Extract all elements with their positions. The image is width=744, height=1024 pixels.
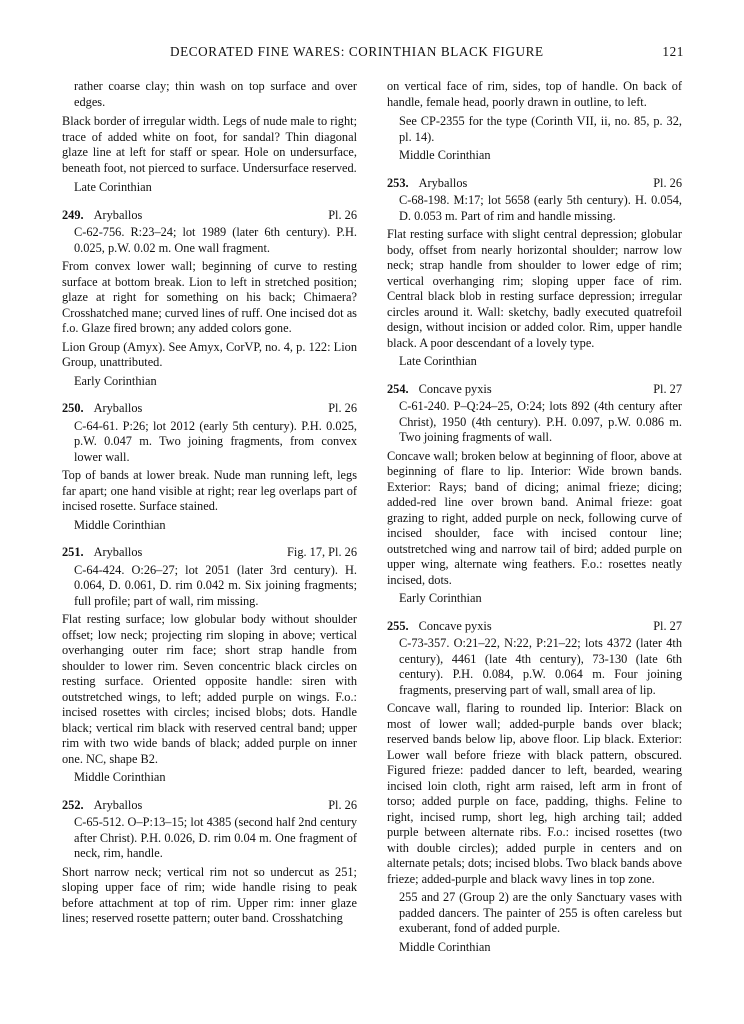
entry-249-date: Early Corinthian <box>74 373 157 388</box>
entry-name: Aryballos <box>93 207 143 222</box>
entry-plate: Pl. 26 <box>328 207 357 222</box>
right-column <box>387 79 682 958</box>
entry-name: Concave pyxis <box>418 381 492 396</box>
entry-number: 253. <box>387 175 409 190</box>
entry-255-heading <box>387 619 682 635</box>
entry-255-description: Concave wall, flaring to rounded lip. Interior: Black on most of lower wall; added-purple bands over black; reserved bands below lip, above floor. Lip black. Exterior: Lower wall before frieze with black pattern, obscured. Figured frieze: padded dancer to left, bearded, wearing incised loin cloth, right arm raised, left arm in front of torso; added purple on face, padding, thighs. Feline to right, incised rump, short leg, high arching tail; added purple between alternate ribs. F.o.: incised rosettes (two with double circles); added purple in centers and on alternate petals; dots; incised blobs. Two black bands above frieze; added-purple and black wavy lines in top zone. <box>387 701 682 886</box>
entry-plate: Pl. 26 <box>328 797 357 812</box>
entry-name: Concave pyxis <box>418 618 492 633</box>
entry-250-date: Middle Corinthian <box>74 517 166 532</box>
entry-251-date: Middle Corinthian <box>74 770 166 784</box>
entry-253-meta: C-68-198. M:17; lot 5658 (early 5th century). H. 0.054, D. 0.053 m. Part of rim and handle missing. <box>399 193 682 223</box>
entry-249-heading <box>62 208 357 224</box>
entry-255-note: 255 and 27 (Group 2) are the only Sanctuary vases with padded dancers. The painter of 255 is often careless but exuberant, fond of added purple. <box>399 890 682 935</box>
entry-253-description: Flat resting surface with slight central depression; globular body, offset from nearly horizontal shoulder; narrow low neck; strap handle from shoulder to lower edge of rim; vertical overhanging rim; sloping upper face of rim. Central black blob in resting surface depression; irregular circles around it. Wall: sketchy, badly executed quatrefoil design, without incision or added color. Rim, upper handle black. A poor descendant of a lovely type. <box>387 227 682 350</box>
entry-number: 255. <box>387 618 409 633</box>
entry-250-description: Top of bands at lower break. Nude man running left, legs far apart; one hand visible at right; rear leg overlaps part of incised rosette. Surface stained. <box>62 468 357 513</box>
left-column <box>62 79 357 930</box>
entry-name: Aryballos <box>93 545 143 559</box>
continued-reference: See CP-2355 for the type (Corinth VII, ii, no. 85, p. 32, pl. 14). <box>399 114 682 144</box>
entry-253-date: Late Corinthian <box>399 354 477 368</box>
continued-text: rather coarse clay; thin wash on top surface and over edges. <box>74 79 357 109</box>
entry-plate: Pl. 27 <box>653 381 682 396</box>
entry-255-date: Middle Corinthian <box>399 939 491 954</box>
entry-251-meta: C-64-424. O:26–27; lot 2051 (later 3rd century). H. 0.064, D. 0.061, D. rim 0.042 m. Six joining fragments; full profile; part of wall, rim missing. <box>74 562 357 608</box>
continued-description: Black border of irregular width. Legs of nude male to right; trace of added white on foot, for sandal? Thin diagonal glaze line at left for staff or spear. Hole on undersurface, beneath foot, not pierced to surface. Undersurface reserved. <box>62 114 357 175</box>
entry-plate: Pl. 27 <box>653 618 682 633</box>
entry-251-description: Flat resting surface; low globular body without shoulder offset; low neck; projecting rim sloping in above; vertical overhanging outer rim face; short strap handle from shoulder to lower rim. Seven concentric black circles on resting surface. Oriented opposite handle: siren with outstretched wings, to left; added purple on wings. F.o.: incised rosettes with circles; incised blobs; dots. Handle black; vertical rim black with reserved central band; upper rim with two wide bands of black; added purple on inner one. NC, shape B2. <box>62 612 357 766</box>
entry-249-description: From convex lower wall; beginning of curve to resting surface at bottom break. Lion to left in stretched position; glaze at right for something on his back; Chimaera? Crosshatched mane; curved lines of ruff. One incised dot as f.o. Glaze fired brown; any added colors gone. <box>62 259 357 335</box>
entry-250-meta: C-64-61. P:26; lot 2012 (early 5th century). P.H. 0.025, p.W. 0.047 m. Two joining fragments, from convex lower wall. <box>74 418 357 464</box>
entry-249-reference: Lion Group (Amyx). See Amyx, CorVP, no. 4, p. 122: Lion Group, unattributed. <box>62 339 357 369</box>
entry-number: 252. <box>62 797 84 812</box>
entry-number: 250. <box>62 401 84 415</box>
entry-number: 251. <box>62 545 84 559</box>
entry-252-description: Short narrow neck; vertical rim not so undercut as 251; sloping upper face of rim; wide handle rising to peak before attachment at top of rim. Upper rim: inner glaze lines; reserved rosette pattern; outer band. Crosshatching <box>62 864 357 925</box>
entry-name: Aryballos <box>418 175 468 190</box>
entry-number: 249. <box>62 207 84 222</box>
entry-date: Middle Corinthian <box>399 148 491 162</box>
entry-254-meta: C-61-240. P–Q:24–25, O:24; lots 892 (4th century after Christ), 1950 (4th century). P.H. 0.097, p.W. 0.086 m. Two joining fragments of wall. <box>399 399 682 444</box>
entry-253-heading <box>387 176 682 192</box>
entry-252-meta: C-65-512. O–P:13–15; lot 4385 (second half 2nd century after Christ). P.H. 0.026, D. rim 0.04 m. One fragment of neck, rim, handle. <box>74 815 357 860</box>
entry-252-heading <box>62 798 357 814</box>
entry-250-heading <box>62 401 357 417</box>
entry-plate: Pl. 26 <box>653 175 682 190</box>
entry-plate: Pl. 26 <box>328 401 357 415</box>
entry-number: 254. <box>387 381 409 396</box>
running-head-title: DECORATED FINE WARES: CORINTHIAN BLACK FIGURE <box>170 44 544 59</box>
entry-251-heading <box>62 545 357 561</box>
entry-254-description: Concave wall; broken below at beginning of floor, above at beginning of flare to lip. Interior: Wide brown bands. Exterior: Rays; band of dicing; animal frieze; dicing; added-red line over brown band. Animal frieze: goat grazing to right, added purple on neck, following curve of incised shoulder, face with incised contour line; outstretched wing and narrow tail of bird; added purple on upper wing, alternate wing feathers. F.o.: rosettes neatly incised, dots. <box>387 448 682 587</box>
entry-plate: Fig. 17, Pl. 26 <box>287 545 357 559</box>
continued-text: on vertical face of rim, sides, top of handle. On back of handle, female head, poorly drawn in outline, to left. <box>387 79 682 109</box>
entry-date: Late Corinthian <box>74 180 152 194</box>
page-number: 121 <box>662 44 684 59</box>
entry-254-heading <box>387 382 682 398</box>
entry-name: Aryballos <box>93 401 143 415</box>
entry-254-date: Early Corinthian <box>399 591 482 605</box>
entry-255-meta: C-73-357. O:21–22, N:22, P:21–22; lots 4372 (later 4th century), 4461 (late 4th century), 73-130 (late 6th century). P.H. 0.084, p.W. 0.064 m. Four joining fragments, preserving part of wall, small area of lip. <box>399 636 682 697</box>
entry-name: Aryballos <box>93 797 143 812</box>
entry-249-meta: C-62-756. R:23–24; lot 1989 (later 6th century). P.H. 0.025, p.W. 0.02 m. One wall fragment. <box>74 225 357 255</box>
